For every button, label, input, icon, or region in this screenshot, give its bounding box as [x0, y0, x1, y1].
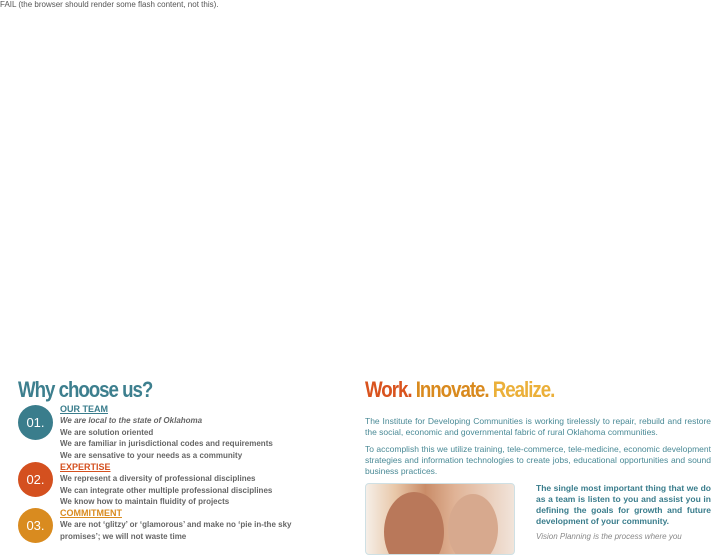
number-badge: 02.	[18, 462, 53, 497]
approach-paragraph: To accomplish this we utilize training, tele-commerce, tele-medicine, economic development strategies and information technologies to create jobs, educational opportunities and sound business practices.	[365, 444, 711, 476]
tagline-innovate: Innovate.	[415, 377, 489, 402]
our-team-link[interactable]: OUR TEAM	[60, 404, 108, 414]
list-item: We know how to maintain fluidity of projects	[60, 497, 230, 506]
list-item: We are familiar in jurisdictional codes and requirements	[60, 439, 273, 448]
list-item: We are solution oriented	[60, 427, 154, 437]
highlight-text: The single most important thing that we do as a team is listen to you and assist you in defining the goals for growth and future development of your community.	[536, 483, 711, 526]
list-item: We are not ‘glitzy’ or ‘glamorous’ and make no ‘pie in-the sky promises’; we will not waste time	[60, 520, 292, 541]
list-item: We represent a diversity of professional disciplines	[60, 474, 256, 483]
face-shape	[384, 492, 444, 555]
list-item: We are sensative to your needs as a community	[60, 450, 243, 460]
team-photo	[365, 483, 515, 555]
vision-planning-text: Vision Planning is the process where you	[536, 532, 682, 541]
commitment-link[interactable]: COMMITMENT	[60, 508, 122, 518]
flash-fallback-text: FAIL (the browser should render some flash content, not this).	[0, 0, 219, 9]
list-item: We can integrate other multiple professional disciplines	[60, 485, 273, 495]
tagline	[365, 377, 554, 403]
face-shape	[448, 494, 498, 555]
expertise-link[interactable]: EXPERTISE	[60, 462, 111, 472]
section-our-team	[18, 404, 338, 460]
number-badge: 03.	[18, 508, 53, 543]
tagline-work: Work.	[365, 377, 412, 402]
number-badge: 01.	[18, 405, 53, 440]
intro-paragraph: The Institute for Developing Communities is working tirelessly to repair, rebuild and restore the social, economic and governmental fabric of rural Oklahoma communities.	[365, 416, 711, 437]
why-title: Why choose us?	[18, 377, 153, 402]
list-item: We are local to the state of Oklahoma	[60, 416, 203, 425]
tagline-realize: Realize.	[492, 377, 555, 402]
